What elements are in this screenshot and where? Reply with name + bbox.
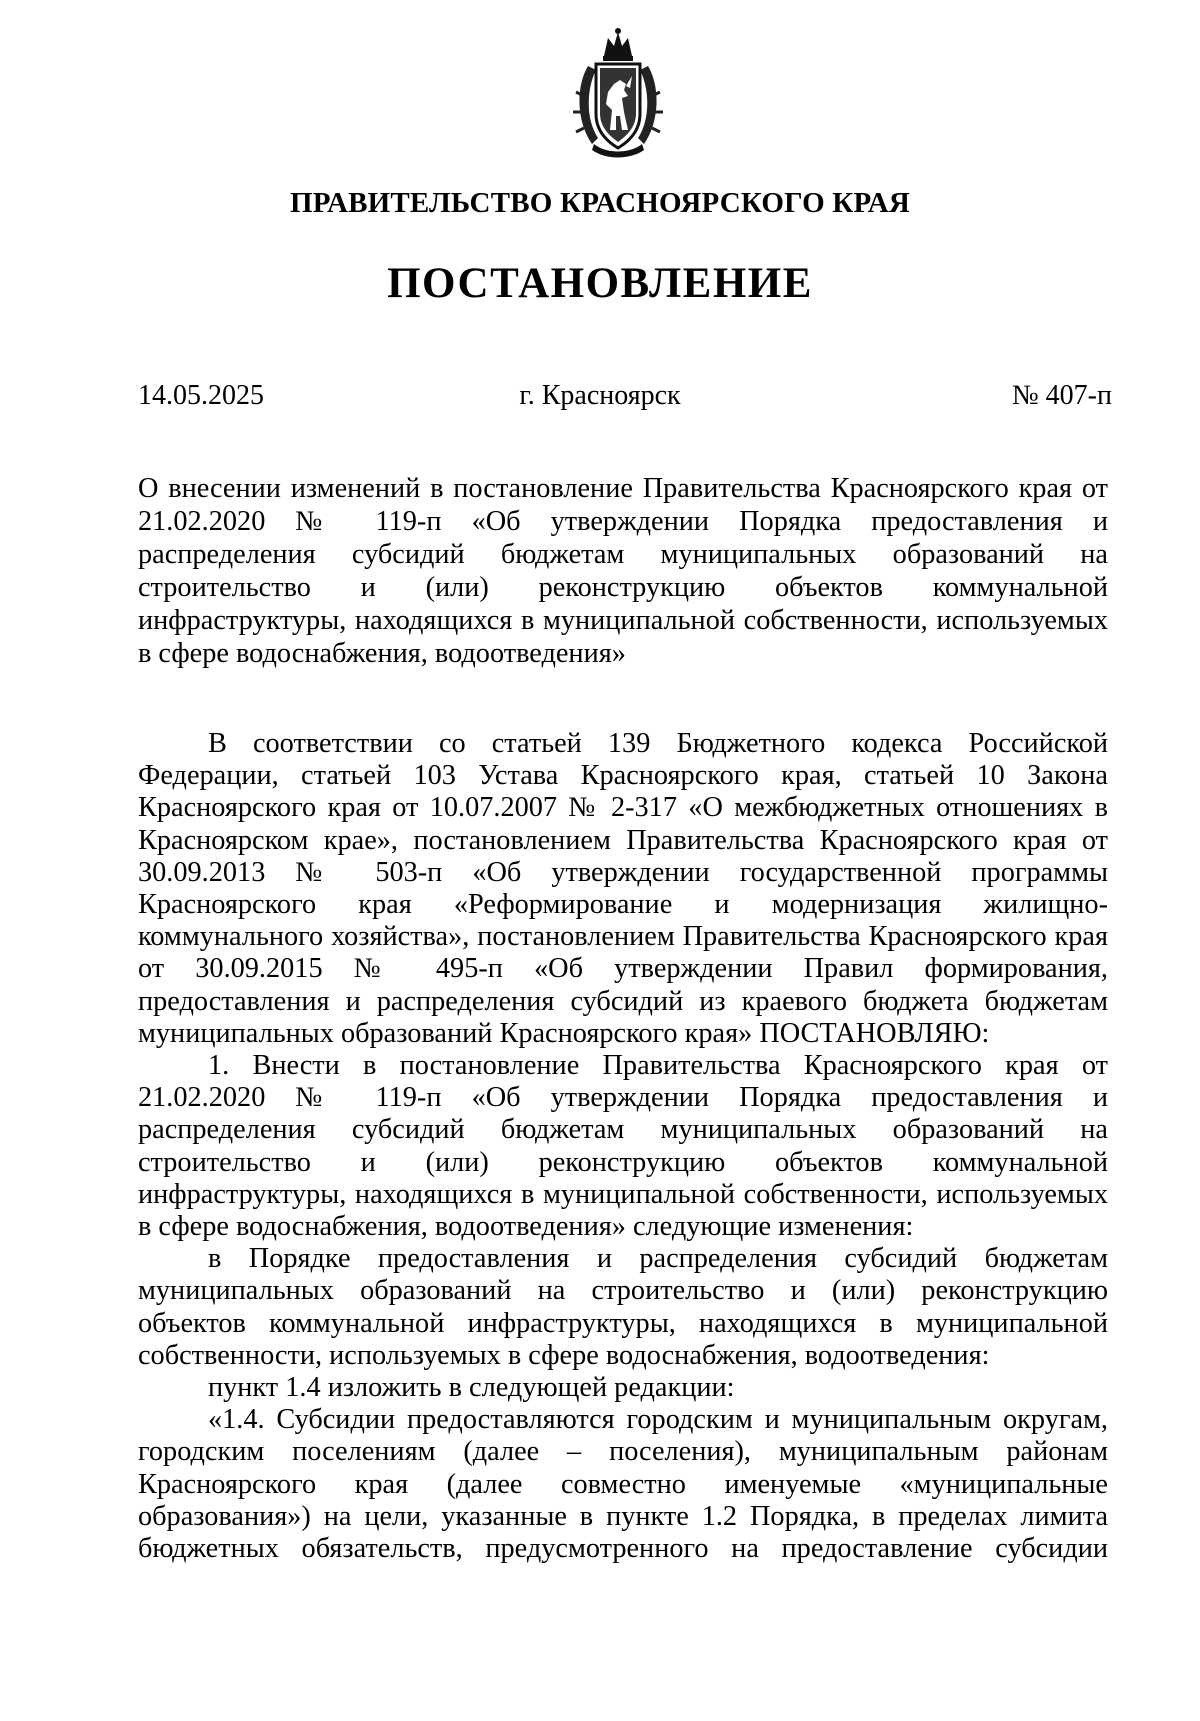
document-number: № 407-п (1011, 380, 1112, 411)
body-paragraph: в Порядке предоставления и распределения субсидий бюджетам муниципальных образований на строительство и (или) реконструкцию объектов коммунальной инфраструктуры, находящихся в муниципальной собственности, используемых в сфере водоснабжения, водоотведения: (138, 1243, 1108, 1371)
body-paragraph: «1.4. Субсидии предоставляются городским и муниципальным округам, городским поселениям (далее – поселения), муниципальным районам Красноярского края (далее совместно именуемые «муниципальные образования») на цели, указанные в пункте 1.2 Порядка, в пределах лимита бюджетных обязательств, предусмотренного на предоставление субсидии (138, 1404, 1108, 1565)
organization-title: ПРАВИТЕЛЬСТВО КРАСНОЯРСКОГО КРАЯ (289, 187, 911, 219)
body-paragraph: 1. Внести в постановление Правительства Красноярского края от 21.02.2020 № 119-п «Об утверждении Порядка предоставления и распределения субсидий бюджетам муниципальных образований на строительство и (или) реконструкцию объектов коммунальной инфраструктуры, находящихся в муниципальной собственности, используемых в сфере водоснабжения, водоотведения» следующие изменения: (138, 1050, 1108, 1243)
document-type-title: ПОСТАНОВЛЕНИЕ (387, 260, 813, 307)
document-subject: О внесении изменений в постановление Правительства Красноярского края от 21.02.2020 № 119-п «Об утверждении Порядка предоставления и распределения субсидий бюджетам муниципальных образований на строительство и (или) реконструкцию объектов коммунальной инфраструктуры, находящихся в муниципальной собственности, используемых в сфере водоснабжения, водоотведения» (138, 473, 1108, 669)
body-paragraph: В соответствии со статьей 139 Бюджетного кодекса Российской Федерации, статьей 103 Устава Красноярского края, статьей 10 Закона Красноярского края от 10.07.2007 № 2-317 «О межбюджетных отношениях в Красноярском крае», постановлением Правительства Красноярского края от 30.09.2013 № 503-п «Об утверждении государственной программы Красноярского края «Реформирование и модернизация жилищно-коммунального хозяйства», постановлением Правительства Красноярского края от 30.09.2015 № 495-п «Об утверждении Правил формирования, предоставления и распределения субсидий из краевого бюджета бюджетам муниципальных образований Красноярского края» ПОСТАНОВЛЯЮ: (138, 728, 1108, 1049)
coat-of-arms-icon (570, 26, 666, 164)
document-city: г. Красноярск (519, 380, 681, 411)
body-paragraph: пункт 1.4 изложить в следующей редакции: (208, 1372, 735, 1404)
document-body (138, 728, 1108, 1565)
document-date: 14.05.2025 (138, 380, 264, 411)
